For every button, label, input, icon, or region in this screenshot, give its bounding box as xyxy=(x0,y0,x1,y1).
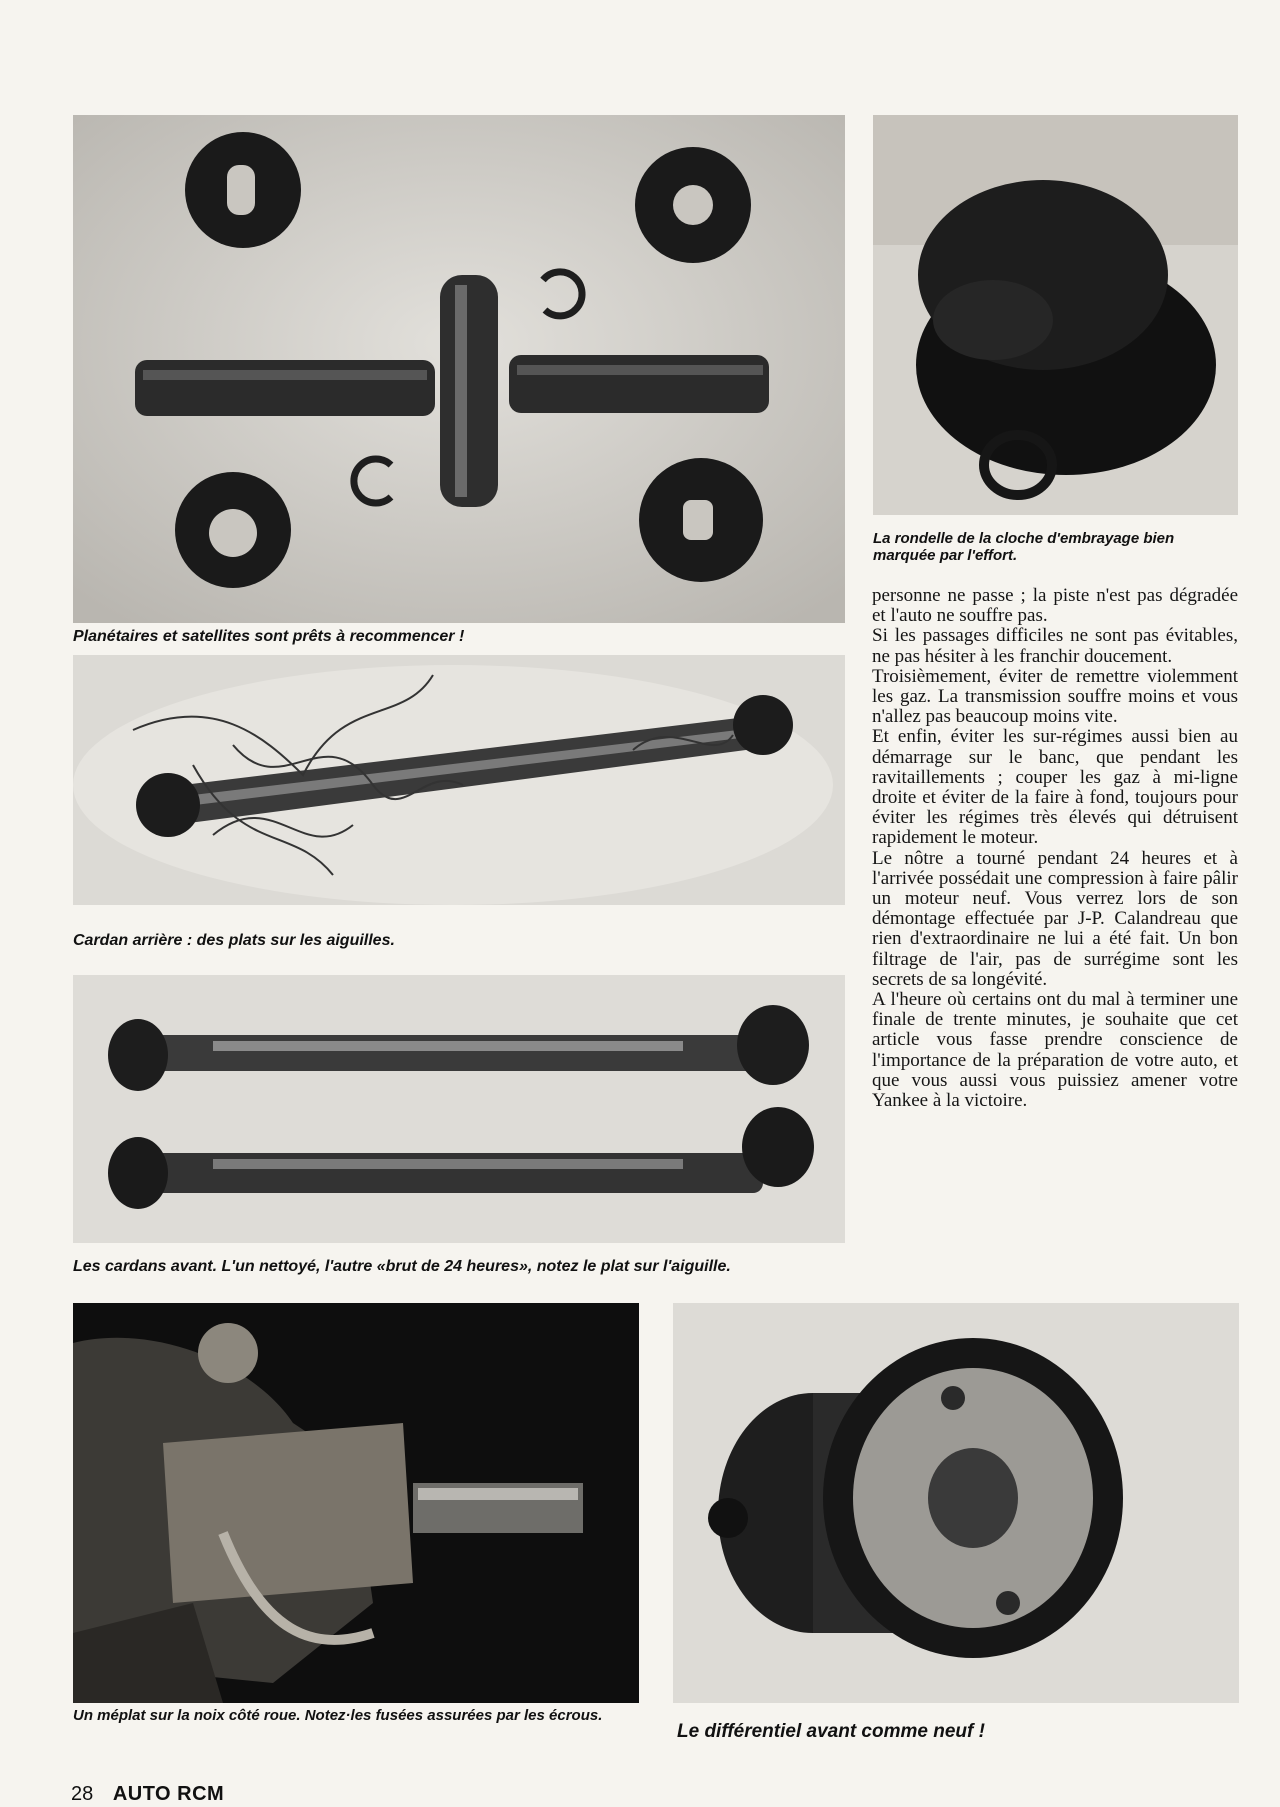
article-paragraph: A l'heure où certains ont du mal à terminer une finale de trente minutes, je souhaite que cet article vous fasse prendre conscience de l'importance de la préparation de votre auto, et que vous aussi vous puissiez amener votre Yankee à la victoire. xyxy=(872,989,1238,1112)
article-paragraph: Et enfin, éviter les sur-régimes aussi bien au démarrage sur le banc, que pendant les ravitaillements ; couper les gaz à mi-ligne droite et éviter de la faire à fond, toujours pour éviter les régimes très élevés qui détruisent rapidement le moteur. xyxy=(872,726,1238,849)
photo-gears-pins xyxy=(73,115,845,623)
photo-rear-shaft xyxy=(73,655,845,905)
caption-gears: Planétaires et satellites sont prêts à recommencer ! xyxy=(73,628,465,645)
page-number: 28 xyxy=(71,1783,94,1805)
photo-knuckle xyxy=(73,1303,639,1703)
page-footer xyxy=(71,1783,224,1806)
caption-differential: Le différentiel avant comme neuf ! xyxy=(677,1721,985,1742)
article-paragraph: Troisièmement, éviter de remettre violemment les gaz. La transmission souffre moins et vous n'allez pas beaucoup moins vite. xyxy=(872,665,1238,728)
caption-washer: La rondelle de la cloche d'embrayage bien marquée par l'effort. xyxy=(873,530,1175,564)
article-paragraph: personne ne passe ; la piste n'est pas dégradée et l'auto ne souffre pas. xyxy=(872,585,1238,627)
caption-front-shafts: Les cardans avant. L'un nettoyé, l'autre «brut de 24 heures», notez le plat sur l'aiguille. xyxy=(73,1258,731,1275)
photo-front-shafts xyxy=(73,975,845,1243)
magazine-name: AUTO RCM xyxy=(112,1783,225,1805)
photo-clutch-washer xyxy=(873,115,1238,515)
article-body xyxy=(872,586,1238,1111)
article-paragraph: Le nôtre a tourné pendant 24 heures et à l'arrivée possédait une compression à faire pâlir un moteur neuf. Vous verrez lors de son démontage effectuée par J-P. Calandreau que rien d'extraordinaire ne lui a été fait. Un bon filtrage de l'air, pas de surrégime sont les secrets de sa longévité. xyxy=(872,847,1238,990)
article-paragraph: Si les passages difficiles ne sont pas évitables, ne pas hésiter à les franchir doucement. xyxy=(872,625,1238,667)
caption-rear-shaft: Cardan arrière : des plats sur les aiguilles. xyxy=(73,932,395,949)
photo-differential xyxy=(673,1303,1239,1703)
caption-knuckle: Un méplat sur la noix côté roue. Notez·les fusées assurées par les écrous. xyxy=(73,1707,603,1724)
